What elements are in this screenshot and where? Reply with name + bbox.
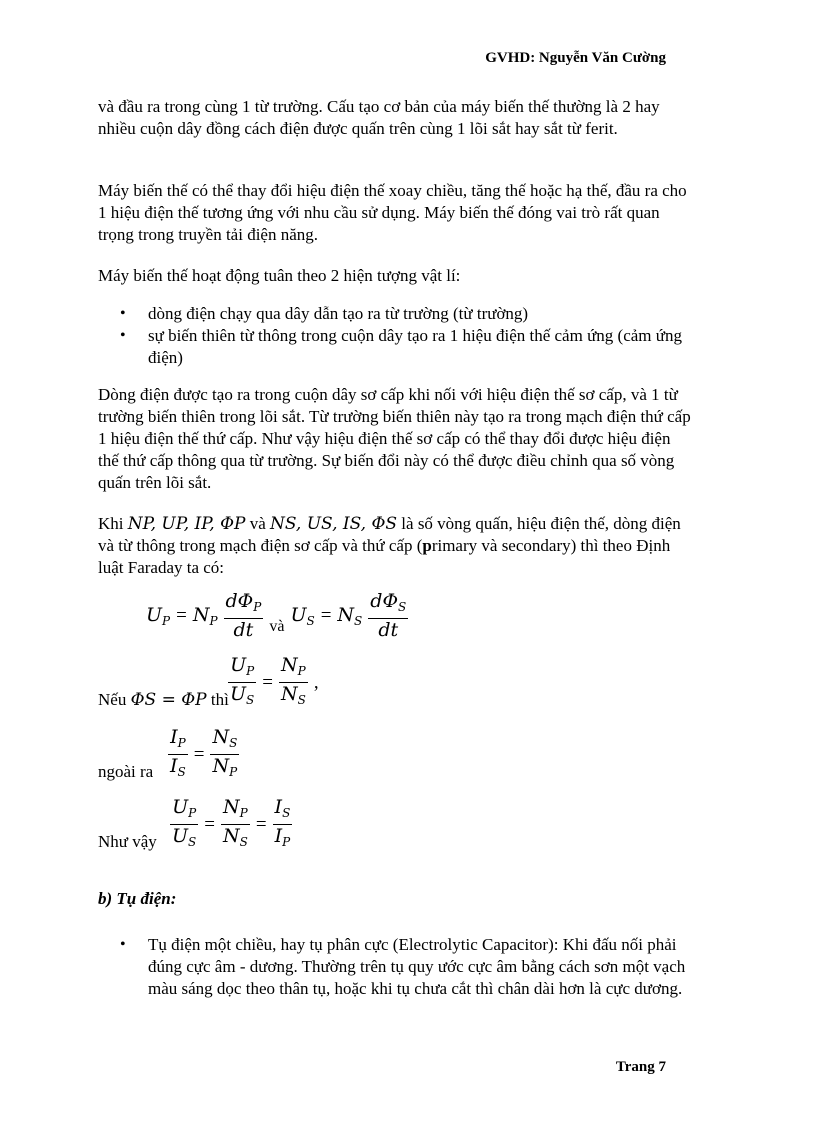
current-ratio-equation: $\frac{I_P}{I_S}$ = $\frac{N_S}{N_P}$ [170,726,238,779]
page-footer: Trang 7 [615,1059,666,1075]
connector-and: và [269,617,285,635]
faraday-equation: $U_P$ = $N_P$ $\frac{d\Phi_P}{dt}$ và $U_S$ = $N_S$ $\frac{d\Phi_S}{dt}$ [146,590,407,641]
paragraph-1: và đầu ra trong cùng 1 từ trường. Cấu tạo cơ bản của máy biến thế thường là 2 hay nhiều cuộn dây đồng cách điện được quấn trên cùng 1 lõi sắt hay sắt từ ferit. [98,97,660,138]
bullet-list-phenomena [98,303,694,369]
page-header: GVHD: Nguyễn Văn Cường [485,50,666,66]
besides-label: ngoài ra [98,762,154,781]
paragraph-4: Dòng điện được tạo ra trong cuộn dây sơ cấp khi nối với hiệu điện thế sơ cấp, và 1 từ trường biến thiên trong lõi sắt. Từ trường biến thiên này tạo ra trong mạch điện thứ cấp 1 hiệu điện thế thứ cấp. Như vậy hiệu điện thế sơ cấp có thể thay đổi được hiệu điện thế thứ cấp thông qua từ trường. Sự biến đổi này có thể được điều chỉnh qua số vòng quấn trên lõi sắt. [98,385,691,492]
thus-label: Như vậy [98,832,157,851]
paragraph-2: Máy biến thế có thể thay đổi hiệu điện thế xoay chiều, tăng thế hoặc hạ thế, đầu ra cho 1 hiệu điện thế tương ứng với nhu cầu sử dụng. Máy biến thế đóng vai trò rất quan trọng trong truyền tải điện năng. [98,181,687,244]
list-item: • sự biến thiên từ thông trong cuộn dây tạo ra 1 hiệu điện thế cảm ứng (cảm ứng điện) [98,325,694,369]
bullet-list-capacitor [98,934,694,1000]
combined-ratio-equation: $\frac{U_P}{U_S}$ = $\frac{N_P}{N_S}$ = $\frac{I_S}{I_P}$ [172,796,291,849]
secondary-variables: NS, US, IS, ΦS [270,514,398,534]
if-clause: Nếu ΦS = ΦP thì [98,690,229,710]
primary-variables: NP, UP, IP, ΦP [127,514,246,534]
list-item: • Tụ điện một chiều, hay tụ phân cực (Electrolytic Capacitor): Khi đấu nối phải đúng cực âm - dương. Thường trên tụ quy ước cực âm bằng cách sơn một vạch màu sáng dọc theo thân tụ, hoặc khi tụ chưa cắt thì chân dài hơn là cực dương. [98,934,694,1000]
list-item: • dòng điện chạy qua dây dẫn tạo ra từ trường (từ trường) [98,303,694,325]
voltage-ratio-equation: $\frac{U_P}{U_S}$ = $\frac{N_P}{N_S}$ , [230,654,319,707]
section-heading-capacitor: b) Tụ điện: [98,889,177,908]
paragraph-5: Khi NP, UP, IP, ΦP và NS, US, IS, ΦS là số vòng quấn, hiệu điện thế, dòng điện và từ thông trong mạch điện sơ cấp và thứ cấp (primary và secondary) thì theo Định luật Faraday ta có: [98,514,681,577]
paragraph-3: Máy biến thế hoạt động tuân theo 2 hiện tượng vật lí: [98,266,461,285]
